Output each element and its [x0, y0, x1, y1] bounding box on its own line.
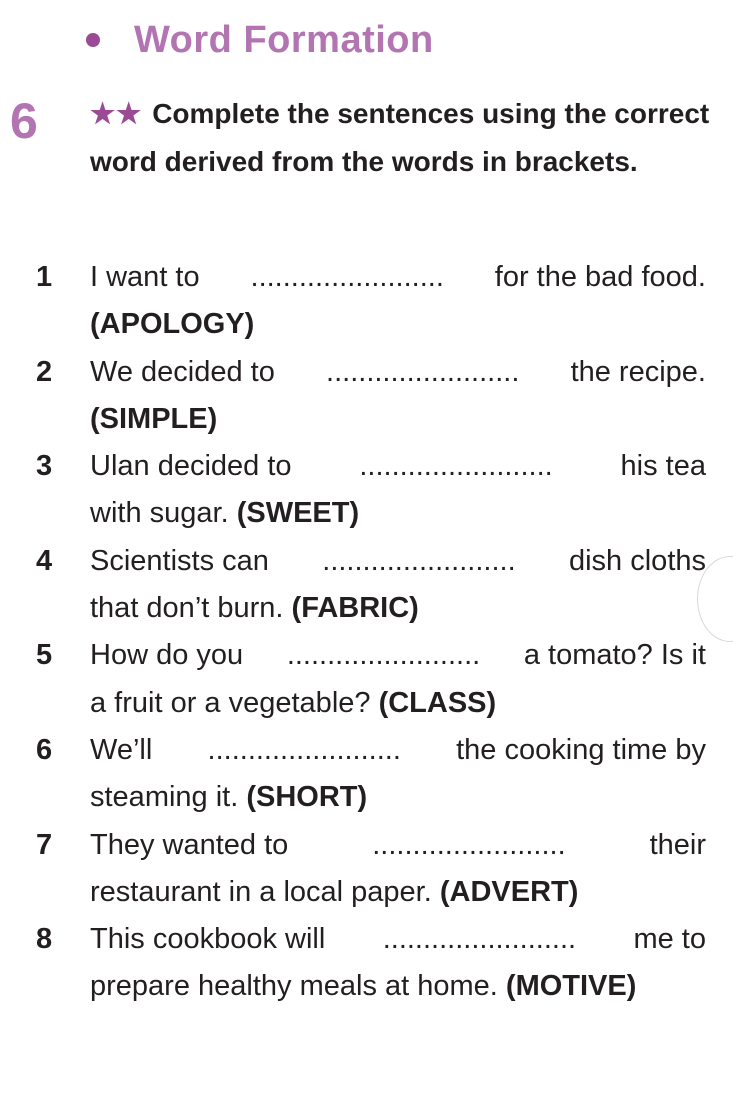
item-line — [90, 869, 706, 916]
item-number: 7 — [36, 828, 53, 861]
item-number: 1 — [36, 261, 53, 293]
bullet-icon — [86, 33, 100, 47]
section-title: Word Formation — [134, 18, 434, 61]
item-line — [90, 963, 706, 1010]
item-line — [90, 680, 706, 727]
answer-blank[interactable]: ........................ — [359, 450, 553, 483]
exercise-item — [36, 916, 706, 1011]
sentence-part: restaurant in a local paper. — [90, 875, 432, 908]
sentence-part: Ulan decided to — [90, 450, 292, 483]
exercise-item-list — [36, 254, 706, 1011]
sentence-part: his tea — [620, 450, 706, 483]
root-word: (ADVERT) — [439, 875, 579, 908]
sentence-part: Scientists can — [90, 544, 269, 577]
item-line — [90, 632, 706, 679]
root-word: (APOLOGY) — [90, 308, 255, 341]
item-line — [90, 396, 706, 443]
sentence-part: We decided to — [90, 355, 275, 388]
exercise-item — [36, 349, 706, 444]
section-heading — [80, 10, 434, 70]
item-line — [90, 916, 706, 963]
sentence-part: for the bad food. — [494, 261, 706, 293]
sentence-part: steaming it. — [90, 781, 239, 814]
exercise-item — [36, 822, 706, 917]
item-number: 3 — [36, 450, 53, 483]
exercise-number: 6 — [10, 93, 38, 149]
item-line — [90, 349, 706, 396]
instruction-text: Complete the sentences using the correct word derived from the words in brackets. — [90, 98, 710, 177]
sentence-part: a tomato? Is it — [523, 639, 706, 672]
exercise-instruction — [90, 90, 710, 186]
sentence-part: their — [649, 828, 706, 861]
item-line — [90, 774, 706, 821]
root-word: (CLASS) — [378, 686, 497, 719]
exercise-item — [36, 727, 706, 822]
item-line — [90, 822, 706, 869]
item-line — [90, 490, 706, 537]
item-line — [90, 727, 706, 774]
item-number: 2 — [36, 355, 53, 388]
star-rating-icon: ★★ — [90, 98, 143, 129]
sentence-part: How do you — [90, 639, 244, 672]
item-line — [90, 585, 706, 632]
item-number: 5 — [36, 639, 53, 672]
sentence-part: a fruit or a vegetable? — [90, 686, 371, 719]
item-number: 4 — [36, 544, 53, 577]
item-number: 8 — [36, 923, 53, 956]
root-word: (SIMPLE) — [90, 402, 218, 435]
item-number: 6 — [36, 733, 53, 766]
sentence-part: the recipe. — [570, 355, 706, 388]
item-line — [90, 301, 706, 348]
exercise-item — [36, 254, 706, 349]
exercise-item — [36, 632, 706, 727]
sentence-part: me to — [633, 923, 706, 956]
sentence-part: that don’t burn. — [90, 592, 284, 625]
root-word: (SHORT) — [246, 781, 368, 814]
exercise-item — [36, 538, 706, 633]
answer-blank[interactable]: ........................ — [382, 923, 577, 956]
sentence-part: We’ll — [90, 733, 153, 766]
item-line — [90, 443, 706, 490]
answer-blank[interactable]: ........................ — [250, 261, 444, 293]
item-line — [90, 538, 706, 585]
sentence-part: I want to — [90, 261, 200, 293]
sentence-part: dish cloths — [568, 544, 706, 577]
answer-blank[interactable]: ........................ — [207, 733, 401, 766]
sentence-part: with sugar. — [90, 497, 229, 530]
root-word: (MOTIVE) — [505, 970, 637, 1003]
sentence-part: prepare healthy meals at home. — [90, 970, 498, 1003]
sentence-part: They wanted to — [90, 828, 289, 861]
item-line — [90, 254, 706, 301]
answer-blank[interactable]: ........................ — [322, 544, 516, 577]
answer-blank[interactable]: ........................ — [372, 828, 566, 861]
answer-blank[interactable]: ........................ — [326, 355, 520, 388]
answer-blank[interactable]: ........................ — [286, 639, 481, 672]
exercise-item — [36, 443, 706, 538]
sentence-part: the cooking time by — [456, 733, 706, 766]
sentence-part: This cookbook will — [90, 923, 326, 956]
root-word: (FABRIC) — [291, 592, 419, 625]
root-word: (SWEET) — [236, 497, 360, 530]
